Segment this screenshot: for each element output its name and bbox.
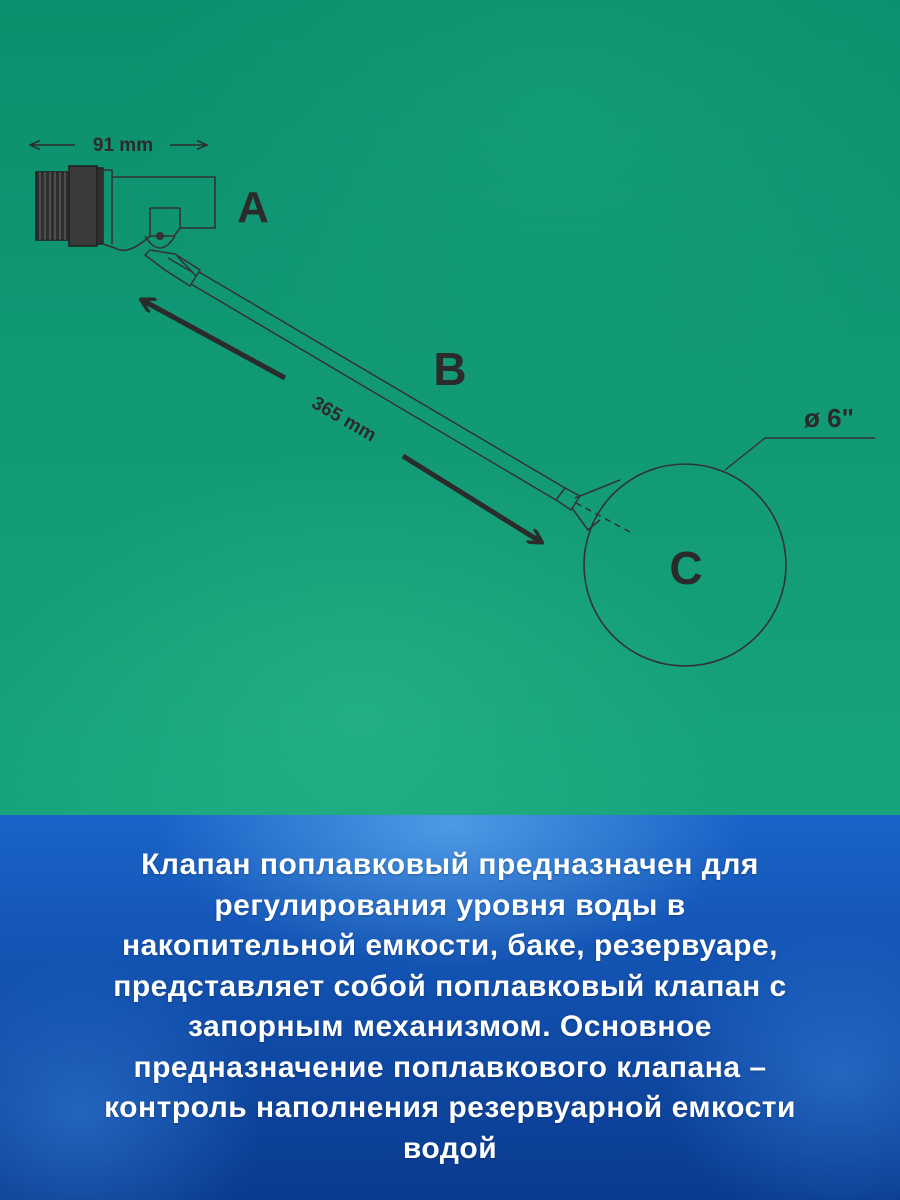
part-c-label: C [669, 542, 703, 594]
valve-body [36, 166, 215, 250]
part-b-label: B [433, 343, 467, 395]
description-line: водой [402, 1131, 498, 1165]
width-dimension-label: 91 mm [92, 135, 154, 156]
description-line: накопительной емкости, баке, резервуаре, [121, 929, 779, 962]
lever-arm [145, 250, 630, 532]
description-panel [0, 815, 900, 1200]
description-line: предназначение поплавкового клапана – [133, 1050, 767, 1084]
description-line: контроль наполнения резервуарной емкости [104, 1091, 796, 1124]
arm-length-label: 365 mm [307, 392, 380, 447]
arm-length-dimension [142, 300, 541, 542]
description-line: представляет собой поплавковый клапан с [113, 969, 787, 1003]
description-line: запорным механизмом. Основное [188, 1010, 712, 1043]
diameter-leader [725, 403, 875, 470]
part-a-label: A [237, 183, 269, 232]
description-line: регулирования уровня воды в [214, 888, 686, 922]
description-line: Клапан поплавковый предназначен для [141, 848, 759, 881]
float-diameter-label: ø 6" [804, 403, 854, 433]
description-text [20, 845, 880, 1169]
width-dimension [30, 135, 207, 156]
